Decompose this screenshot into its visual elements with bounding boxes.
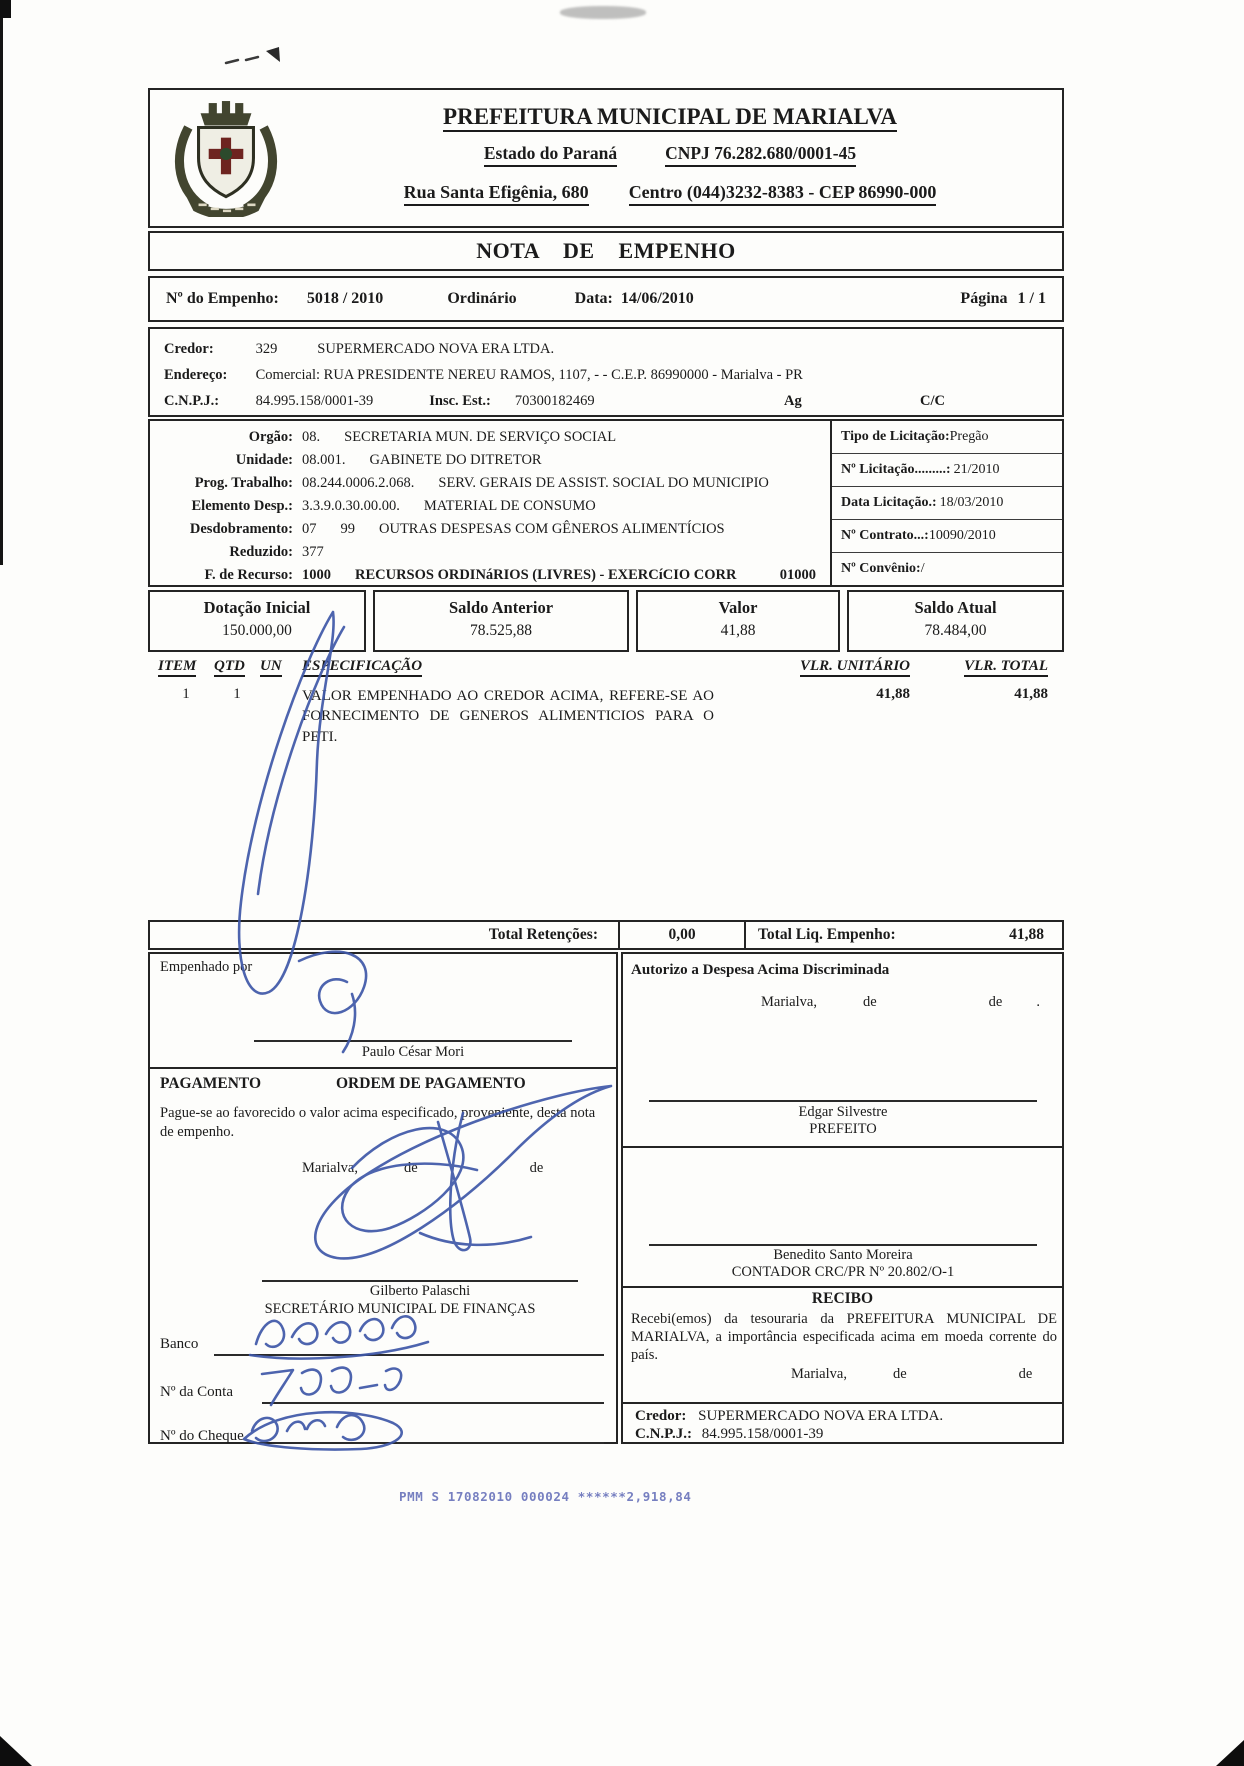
un-col-header: UN — [260, 658, 282, 677]
empenho-number-label: Nº do Empenho: — [166, 290, 279, 307]
budget-classification-block — [148, 419, 1064, 587]
city-label: Marialva, — [791, 1366, 847, 1382]
vlr-total-col-header: VLR. TOTAL — [964, 658, 1048, 677]
contador-name: Benedito Santo Moreira — [773, 1247, 913, 1263]
contrato-label: Nº Contrato...: — [841, 528, 929, 543]
saldo-anterior-cell — [373, 590, 629, 652]
prefeito-signature-line — [649, 1100, 1037, 1102]
item-total: 41,88 — [1014, 686, 1048, 702]
document-title-bar — [148, 231, 1064, 271]
de-label: de — [862, 994, 877, 1010]
prog-trabalho-label: Prog. Trabalho: — [194, 475, 293, 491]
empenho-type: Ordinário — [447, 290, 517, 307]
recibo-cnpj-label: C.N.P.J.: — [635, 1426, 692, 1442]
licitacao-tipo: Pregão — [949, 429, 989, 444]
pen-mark-artifact — [266, 47, 280, 62]
total-liq-value: 41,88 — [1009, 926, 1044, 943]
conta-label: Nº da Conta — [160, 1384, 233, 1400]
creditor-code: 329 — [255, 341, 278, 357]
nota-de-empenho-document — [148, 88, 1064, 1444]
de-label: de — [988, 994, 1003, 1010]
conta-line — [262, 1402, 604, 1404]
municipal-coat-of-arms-icon — [162, 96, 290, 220]
vlr-unitario-col-header: VLR. UNITÁRIO — [800, 658, 910, 677]
total-retencoes-label: Total Retenções: — [488, 926, 598, 943]
creditor-name: SUPERMERCADO NOVA ERA LTDA. — [317, 341, 555, 357]
autorizo-date-line — [761, 994, 1040, 1011]
authorization-receipt-panel — [621, 952, 1064, 1444]
account-label: C/C — [920, 393, 945, 409]
recibo-title: RECIBO — [811, 1290, 874, 1307]
pagamento-title: PAGAMENTO — [160, 1075, 262, 1092]
items-table-header — [148, 656, 1064, 678]
balances-table — [148, 590, 1064, 652]
total-retencoes-value: 0,00 — [668, 926, 696, 943]
creditor-cnpj: 84.995.158/0001-39 — [255, 393, 374, 409]
desdobramento-label: Desdobramento: — [189, 521, 293, 537]
payment-panel — [148, 952, 618, 1444]
item-row — [148, 678, 1064, 920]
prog-trabalho-desc: SERV. GERAIS DE ASSIST. SOCIAL DO MUNICIPIO — [438, 475, 769, 491]
saldo-anterior-header: Saldo Anterior — [448, 598, 554, 617]
org-state: Estado do Paraná — [484, 143, 617, 167]
page-label: Página — [960, 290, 1008, 307]
valor-cell — [636, 590, 840, 652]
valor-value: 41,88 — [720, 622, 756, 639]
divider — [623, 1402, 1062, 1404]
prog-trabalho-code: 08.244.0006.2.068. — [302, 475, 415, 491]
creditor-cnpj-label: C.N.P.J.: — [164, 393, 220, 409]
document-letterhead — [148, 88, 1064, 228]
org-cnpj: CNPJ 76.282.680/0001-45 — [665, 143, 856, 167]
orgao-code: 08. — [302, 429, 321, 445]
convenio-num: / — [920, 561, 925, 576]
ordem-pagamento-title: ORDEM DE PAGAMENTO — [336, 1075, 526, 1092]
recibo-cnpj-value: 84.995.158/0001-39 — [701, 1426, 824, 1442]
elemento-desp-desc: MATERIAL DE CONSUMO — [423, 498, 596, 514]
elemento-desp-label: Elemento Desp.: — [191, 498, 293, 514]
budget-lines — [150, 421, 830, 585]
period-mark: . — [1036, 994, 1040, 1010]
creditor-address-label: Endereço: — [164, 367, 228, 383]
fonte-recurso-code: 1000 — [302, 567, 331, 583]
fonte-recurso-desc: RECURSOS ORDINáRIOS (LIVRES) - EXERCíCIO CORR — [355, 567, 737, 583]
recibo-credor-line — [635, 1408, 943, 1425]
reduzido-code: 377 — [302, 544, 324, 560]
convenio-label: Nº Convênio: — [841, 561, 921, 576]
cheque-label: Nº do Cheque — [160, 1428, 244, 1444]
empenhado-signer-name: Paulo César Mori — [361, 1044, 465, 1060]
signatures-section — [148, 952, 1064, 1444]
recibo-credor-name: SUPERMERCADO NOVA ERA LTDA. — [698, 1408, 944, 1424]
desdobramento-desc: OUTRAS DESPESAS COM GÊNEROS ALIMENTÍCIOS — [379, 521, 725, 537]
empenho-date-label: Data: — [574, 290, 613, 307]
scan-corner-artifact — [1216, 1740, 1244, 1766]
divider — [623, 1146, 1062, 1148]
banco-line — [214, 1354, 604, 1356]
creditor-label: Credor: — [164, 341, 214, 357]
recibo-text: Recebi(emos) da tesouraria da PREFEITURA MUNICIPAL DE MARIALVA, a importância especificada acima em moeda corrente do país. — [631, 1311, 1057, 1364]
fonte-recurso-num: 01000 — [779, 567, 816, 583]
saldo-atual-value: 78.484,00 — [924, 622, 987, 639]
orgao-desc: SECRETARIA MUN. DE SERVIÇO SOCIAL — [344, 429, 617, 445]
prefeito-role: PREFEITO — [809, 1121, 877, 1137]
city-label: Marialva, — [761, 994, 817, 1010]
item-number: 1 — [182, 686, 190, 702]
recibo-cnpj-line — [635, 1426, 823, 1443]
secretario-role: SECRETÁRIO MUNICIPAL DE FINANÇAS — [264, 1301, 536, 1317]
de-label: de — [892, 1366, 907, 1382]
saldo-atual-cell — [847, 590, 1064, 652]
state-registration: 70300182469 — [514, 393, 595, 409]
city-label: Marialva, — [302, 1160, 358, 1176]
dot-matrix-footer: PMM S 17082010 000024 ******2,918,84 — [399, 1489, 692, 1504]
document-title: NOTA DE EMPENHO — [476, 238, 736, 263]
valor-header: Valor — [718, 598, 758, 617]
saldo-anterior-value: 78.525,88 — [470, 622, 532, 639]
licitacao-data: 18/03/2010 — [939, 495, 1004, 510]
scan-edge-artifact — [0, 0, 11, 18]
item-col-header: ITEM — [158, 658, 196, 677]
dotacao-inicial-header: Dotação Inicial — [203, 598, 311, 617]
agency-label: Ag — [784, 393, 802, 409]
desdobramento-code1: 07 — [302, 521, 317, 537]
autorizo-title: Autorizo a Despesa Acima Discriminada — [631, 962, 890, 978]
unidade-code: 08.001. — [302, 452, 346, 468]
scan-smudge-artifact — [560, 6, 646, 19]
unidade-label: Unidade: — [235, 452, 293, 468]
licitacao-tipo-label: Tipo de Licitação: — [841, 429, 950, 444]
cheque-line — [272, 1442, 604, 1444]
item-qty: 1 — [233, 686, 241, 702]
scan-corner-artifact — [0, 1736, 32, 1766]
especificacao-col-header: ESPECIFICAÇÃO — [302, 658, 422, 677]
bidding-panel — [830, 421, 1062, 585]
divider — [150, 1067, 616, 1069]
licitacao-num: 21/2010 — [953, 462, 1000, 477]
de-label: de — [529, 1160, 544, 1176]
secretario-name: Gilberto Palaschi — [369, 1283, 471, 1299]
dotacao-inicial-value: 150.000,00 — [222, 622, 292, 639]
empenho-number: 5018 / 2010 — [306, 290, 384, 307]
qtd-col-header: QTD — [214, 658, 245, 677]
banco-label: Banco — [160, 1336, 199, 1352]
dotacao-inicial-cell — [148, 590, 366, 652]
pen-mark-artifact — [226, 57, 258, 63]
org-name: PREFEITURA MUNICIPAL DE MARIALVA — [443, 104, 897, 132]
empenhado-signature-line — [254, 1040, 572, 1042]
org-contact: Centro (044)3232-8383 - CEP 86990-000 — [629, 182, 937, 206]
item-unit-price: 41,88 — [876, 686, 910, 702]
state-registration-label: Insc. Est.: — [429, 393, 491, 409]
creditor-block — [148, 327, 1064, 417]
licitacao-num-label: Nº Licitação.........: — [841, 462, 951, 477]
empenho-info-row — [148, 276, 1064, 322]
contrato-num: 10090/2010 — [928, 528, 996, 543]
prefeito-name: Edgar Silvestre — [798, 1104, 888, 1120]
unidade-desc: GABINETE DO DITRETOR — [369, 452, 542, 468]
recibo-credor-label: Credor: — [635, 1408, 687, 1424]
de-label: de — [1018, 1366, 1033, 1382]
divider — [623, 1286, 1062, 1288]
elemento-desp-code: 3.3.9.0.30.00.00. — [302, 498, 400, 514]
empenhado-por-label: Empenhado por — [160, 959, 253, 975]
desdobramento-code2: 99 — [340, 521, 355, 537]
de-label: de — [403, 1160, 418, 1176]
licitacao-data-label: Data Licitação.: — [841, 495, 937, 510]
reduzido-label: Reduzido: — [229, 544, 293, 560]
total-liq-label: Total Liq. Empenho: — [758, 926, 896, 943]
secretario-signature-line — [262, 1280, 578, 1282]
item-description: VALOR EMPENHADO AO CREDOR ACIMA, REFERE-SE AO FORNECIMENTO DE GENEROS ALIMENTICIOS PARA O PETI. — [302, 688, 714, 745]
contador-role: CONTADOR CRC/PR Nº 20.802/O-1 — [731, 1264, 955, 1280]
fonte-recurso-label: F. de Recurso: — [204, 567, 293, 583]
creditor-address: Comercial: RUA PRESIDENTE NEREU RAMOS, 1107, - - C.E.P. 86990000 - Marialva - PR — [255, 367, 803, 383]
scan-edge-artifact — [0, 0, 3, 565]
empenho-date: 14/06/2010 — [620, 290, 694, 307]
page-number: 1 / 1 — [1017, 290, 1046, 307]
recibo-date-line — [791, 1366, 1032, 1383]
contador-signature-line — [649, 1244, 1037, 1246]
totals-row — [148, 920, 1064, 950]
org-address: Rua Santa Efigênia, 680 — [404, 182, 589, 206]
orgao-label: Orgão: — [248, 429, 293, 445]
saldo-atual-header: Saldo Atual — [914, 598, 997, 617]
pagamento-date-line — [302, 1160, 543, 1177]
pague-se-text: Pague-se ao favorecido o valor acima especificado, proveniente, desta nota de empenho. — [160, 1105, 596, 1140]
